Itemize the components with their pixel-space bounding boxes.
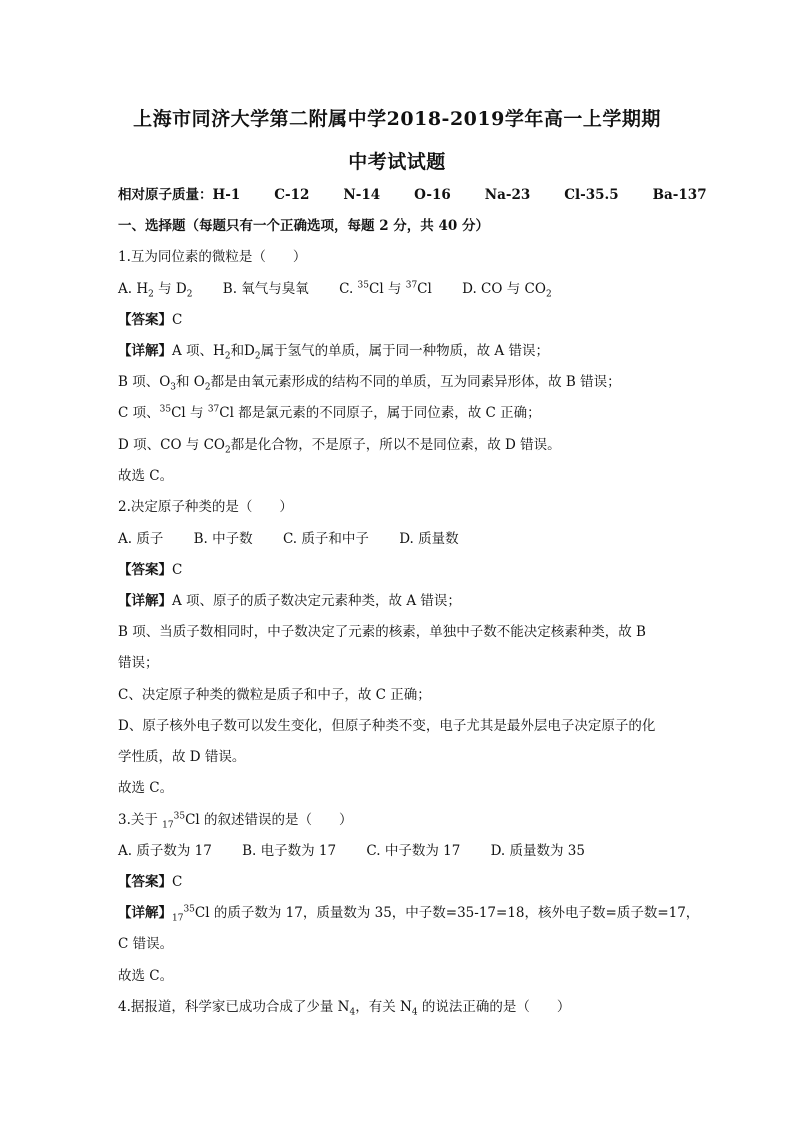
option-d: D. 质量数 (399, 531, 459, 547)
mass-item: N-14 (343, 187, 381, 203)
mass-item: Cl-35.5 (564, 187, 619, 203)
option-d: D. CO 与 $CO_2$ (462, 281, 552, 300)
question-1-explanation-3: C 项、$^{35}$Cl 与 $^{37}$Cl 都是氯元素的不同原子，属于同位素，故 C 正确； (118, 404, 541, 421)
question-2-explanation-2b: 错误； (118, 655, 159, 671)
option-c: C. 中子数为 17 (366, 843, 461, 859)
question-3-explanation-2: C 错误。 (118, 936, 174, 952)
atomic-masses-label: 相对原子质量： (118, 187, 213, 203)
question-2-conclusion: 故选 C。 (118, 780, 174, 796)
option-a: A. $H_2$ 与 $D_2$ (118, 281, 193, 300)
mass-item: H-1 (212, 187, 241, 203)
option-c: C. $^{35}$Cl 与 $^{37}$Cl (339, 280, 432, 297)
question-3-conclusion: 故选 C。 (118, 968, 174, 984)
document-title-line2: 中考试试题 (348, 151, 446, 173)
mass-item: Ba-137 (652, 187, 707, 203)
option-a: A. 质子 (118, 531, 164, 547)
question-2-explanation-2a: B 项、当质子数相同时，中子数决定了元素的核素，单独中子数不能决定核素种类，故 B (118, 624, 646, 640)
option-b: B. 中子数 (193, 531, 253, 547)
question-3-answer: 【答案】C (118, 874, 183, 890)
mass-item: C-12 (274, 187, 310, 203)
mass-item: O-16 (414, 187, 451, 203)
question-1-stem: 1.互为同位素的微粒是（ ） (118, 249, 307, 265)
question-1-explanation-2: B 项、$O_3$和 $O_2$都是由氧元素形成的结构不同的单质，互为同素异形体，故 B 错误； (118, 374, 621, 393)
question-3-explanation-1: 【详解】$_{17}^{35}$Cl 的质子数为 17，质量数为 35，中子数=35-17=18，核外电子数=质子数=17， (118, 904, 700, 924)
question-1-answer: 【答案】C (118, 312, 183, 328)
question-2-explanation-3: C、决定原子种类的微粒是质子和中子，故 C 正确； (118, 687, 431, 703)
question-1-conclusion: 故选 C。 (118, 468, 174, 484)
question-4-stem: 4.据报道，科学家已成功合成了少量 $N_4$，有关 $N_4$ 的说法正确的是（ ） (118, 999, 571, 1018)
option-c: C. 质子和中子 (282, 531, 369, 547)
question-2-stem: 2.决定原子种类的是（ ） (118, 499, 293, 515)
atomic-masses (118, 186, 707, 204)
question-2-options (118, 530, 678, 548)
option-a: A. 质子数为 17 (118, 843, 212, 859)
question-1-options (118, 280, 678, 298)
section-heading: 一、选择题（每题只有一个正确选项，每题 2 分，共 40 分） (118, 218, 489, 234)
question-2-explanation-4b: 学性质，故 D 错误。 (118, 749, 246, 765)
option-b: B. 氧气与臭氧 (222, 281, 309, 297)
question-3-stem: 3.关于 $_{17}^{35}$Cl 的叙述错误的是（ ） (118, 811, 353, 831)
option-b: B. 电子数为 17 (242, 843, 337, 859)
question-1-explanation-4: D 项、CO 与 $CO_2$都是化合物，不是原子，所以不是同位素，故 D 错误。 (118, 437, 561, 456)
question-2-explanation-1: 【详解】A 项、原子的质子数决定元素种类，故 A 错误； (118, 593, 461, 609)
question-3-options (118, 842, 678, 860)
document-title-line1: 上海市同济大学第二附属中学2018-2019学年高一上学期期 (133, 108, 661, 130)
question-2-answer: 【答案】C (118, 562, 183, 578)
mass-item: Na-23 (484, 187, 531, 203)
question-2-explanation-4a: D、原子核外电子数可以发生变化，但原子种类不变，电子尤其是最外层电子决定原子的化 (118, 718, 656, 734)
question-1-explanation-1: 【详解】A 项、$H_2$和$D_2$属于氢气的单质，属于同一种物质，故 A 错误； (118, 343, 549, 362)
option-d: D. 质量数为 35 (490, 843, 585, 859)
